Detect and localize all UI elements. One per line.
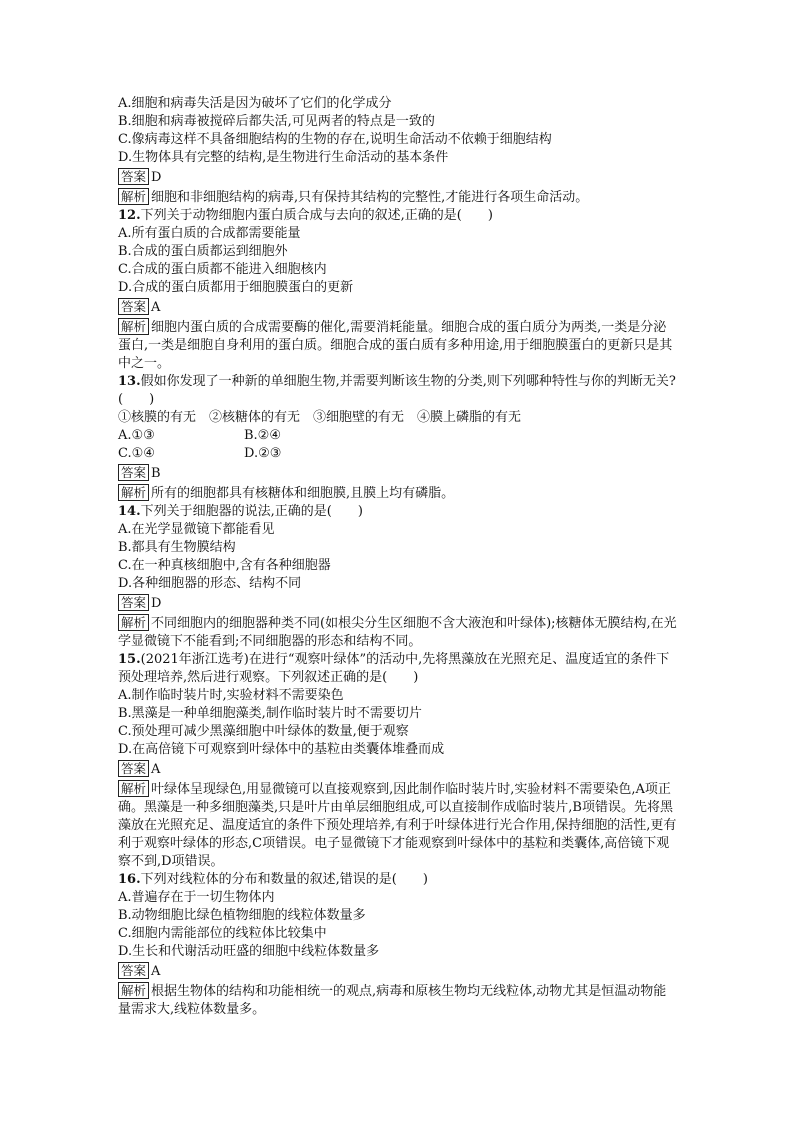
option-b: B.②④	[244, 428, 281, 443]
question-14	[118, 503, 678, 651]
explanation-tag: 解析	[118, 982, 149, 999]
question-number: 15.	[118, 652, 141, 667]
question-16	[118, 871, 678, 1019]
answer-row	[118, 962, 678, 981]
question-number: 12.	[118, 208, 141, 223]
answer-value: A	[151, 964, 161, 979]
question-text: 下列关于细胞器的说法,正确的是( )	[140, 504, 363, 519]
answer-row	[118, 464, 678, 483]
answer-tag: 答案	[118, 464, 149, 481]
option-a: A.①③	[118, 428, 155, 443]
question-13	[118, 373, 678, 503]
option-row	[118, 427, 678, 445]
option-c: C.在一种真核细胞中,含有各种细胞器	[118, 558, 331, 573]
option-d: D.在高倍镜下可观察到叶绿体中的基粒由类囊体堆叠而成	[118, 742, 445, 757]
question-text: 下列对线粒体的分布和数量的叙述,错误的是( )	[140, 872, 428, 887]
answer-value: A	[151, 762, 161, 777]
option-b: B.黑藻是一种单细胞藻类,制作临时装片时不需要切片	[118, 706, 422, 721]
option-d: D.合成的蛋白质都用于细胞膜蛋白的更新	[118, 280, 354, 295]
option-c: C.预处理可减少黑藻细胞中叶绿体的数量,便于观察	[118, 724, 409, 739]
question-text: (2021年浙江选考)在进行“观察叶绿体”的活动中,先将黑藻放在光照充足、温度适宜的条件下预处理培养,然后进行观察。下列叙述正确的是( )	[118, 652, 670, 685]
option-a: A.制作临时装片时,实验材料不需要染色	[118, 688, 344, 703]
question-stem	[118, 373, 678, 409]
answer-tag: 答案	[118, 298, 149, 315]
question-stem	[118, 207, 678, 225]
question-number: 16.	[118, 872, 141, 887]
option-row	[118, 445, 678, 463]
worksheet-page	[118, 95, 678, 1019]
question-number: 14.	[118, 504, 141, 519]
explanation-tag: 解析	[118, 614, 149, 631]
option-a: A.在光学显微镜下都能看见	[118, 522, 275, 537]
explanation-row	[118, 318, 678, 373]
answer-value: D	[151, 596, 162, 611]
option-b: B.合成的蛋白质都运到细胞外	[118, 244, 288, 259]
explanation-row	[118, 614, 678, 651]
explanation-tag: 解析	[118, 188, 149, 205]
question-stem	[118, 651, 678, 687]
option-a: A.所有蛋白质的合成都需要能量	[118, 226, 301, 241]
answer-row	[118, 760, 678, 779]
explanation-tag: 解析	[118, 780, 149, 797]
answer-tag: 答案	[118, 962, 149, 979]
answer-row	[118, 298, 678, 317]
explanation-row	[118, 188, 678, 207]
answer-tag: 答案	[118, 760, 149, 777]
option-b: B.都具有生物膜结构	[118, 540, 236, 555]
explanation-text: 所有的细胞都具有核糖体和细胞膜,且膜上均有磷脂。	[151, 486, 455, 501]
option-b: B.细胞和病毒被搅碎后都失活,可见两者的特点是一致的	[118, 114, 435, 129]
option-c: C.合成的蛋白质都不能进入细胞核内	[118, 262, 327, 277]
explanation-tag: 解析	[118, 484, 149, 501]
option-d: D.各种细胞器的形态、结构不同	[118, 576, 302, 591]
explanation-text: 根据生物体的结构和功能相统一的观点,病毒和原核生物均无线粒体,动物尤其是恒温动物能量需求大,线粒体数量多。	[118, 984, 667, 1017]
explanation-text: 叶绿体呈现绿色,用显微镜可以直接观察到,因此制作临时装片时,实验材料不需要染色,A项正确。黑藻是一种多细胞藻类,只是叶片由单层细胞组成,可以直接制作成临时装片,B项错误。先将黑藻放在光照充足、温度适宜的条件下预处理培养,有利于叶绿体进行光合作用,保持细胞的活性,更有利于观察叶绿体的形态,C项错误。电子显微镜下才能观察到叶绿体中的基粒和类囊体,高倍镜下观察不到,D项错误。	[118, 782, 677, 869]
answer-row	[118, 168, 678, 187]
question-15	[118, 651, 678, 871]
question-items: ①核膜的有无 ②核糖体的有无 ③细胞壁的有无 ④膜上磷脂的有无	[118, 410, 522, 425]
answer-value: A	[151, 300, 161, 315]
question-stem	[118, 871, 678, 889]
option-d: D.生长和代谢活动旺盛的细胞中线粒体数量多	[118, 944, 380, 959]
explanation-text: 细胞和非细胞结构的病毒,只有保持其结构的完整性,才能进行各项生命活动。	[151, 190, 589, 205]
answer-value: D	[151, 170, 162, 185]
question-text: 下列关于动物细胞内蛋白质合成与去向的叙述,正确的是( )	[140, 208, 493, 223]
answer-value: B	[151, 466, 161, 481]
option-c: C.细胞内需能部位的线粒体比较集中	[118, 926, 327, 941]
option-c: C.像病毒这样不具备细胞结构的生物的存在,说明生命活动不依赖于细胞结构	[118, 132, 552, 147]
option-d: D.②③	[244, 446, 282, 461]
option-d: D.生物体具有完整的结构,是生物进行生命活动的基本条件	[118, 150, 449, 165]
answer-tag: 答案	[118, 168, 149, 185]
option-c: C.①④	[118, 446, 155, 461]
option-a: A.普遍存在于一切生物体内	[118, 890, 275, 905]
question-11	[118, 95, 678, 207]
question-12	[118, 207, 678, 373]
answer-tag: 答案	[118, 594, 149, 611]
question-text: 假如你发现了一种新的单细胞生物,并需要判断该生物的分类,则下列哪种特性与你的判断无关?( )	[118, 374, 676, 407]
explanation-row	[118, 982, 678, 1019]
answer-row	[118, 594, 678, 613]
explanation-text: 不同细胞内的细胞器种类不同(如根尖分生区细胞不含大液泡和叶绿体);核糖体无膜结构,在光学显微镜下不能看到;不同细胞器的形态和结构不同。	[118, 616, 677, 649]
question-stem	[118, 503, 678, 521]
option-b: B.动物细胞比绿色植物细胞的线粒体数量多	[118, 908, 366, 923]
explanation-text: 细胞内蛋白质的合成需要酶的催化,需要消耗能量。细胞合成的蛋白质分为两类,一类是分泌蛋白,一类是细胞自身利用的蛋白质。细胞合成的蛋白质有多种用途,用于细胞膜蛋白的更新只是其中之一。	[118, 320, 673, 371]
explanation-row	[118, 484, 678, 503]
option-a: A.细胞和病毒失活是因为破坏了它们的化学成分	[118, 96, 392, 111]
explanation-row	[118, 780, 678, 871]
explanation-tag: 解析	[118, 318, 149, 335]
question-number: 13.	[118, 374, 141, 389]
